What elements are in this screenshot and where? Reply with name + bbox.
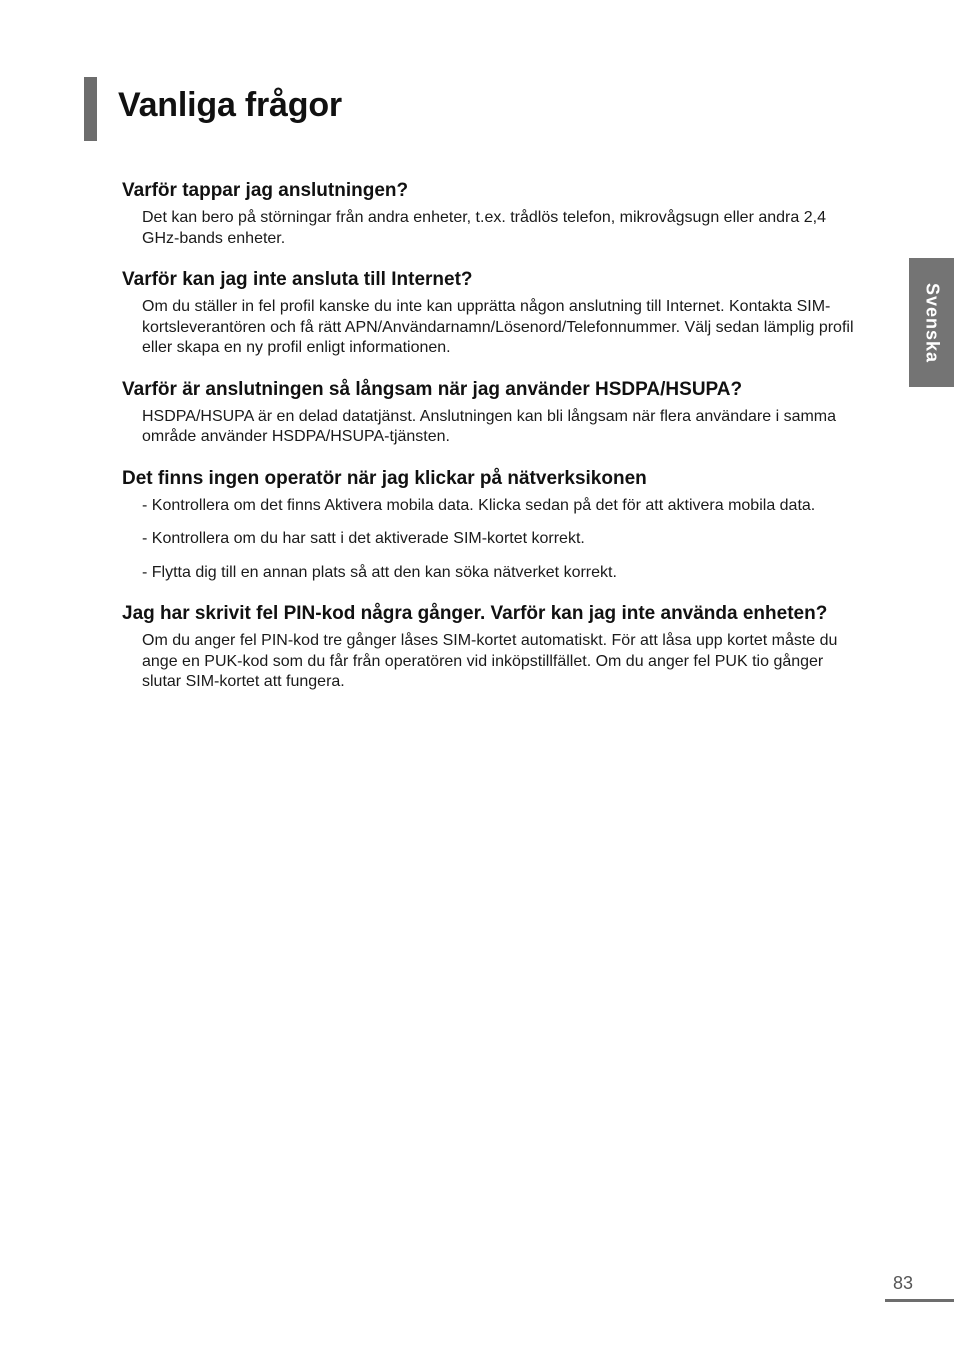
faq-list — [122, 179, 864, 712]
faq-answer: Det kan bero på störningar från andra enheter, t.ex. trådlös telefon, mikrovågsugn eller andra 2,4 GHz-bands enheter. — [142, 209, 826, 247]
faq-item — [122, 467, 864, 584]
page-number-rule — [885, 1299, 954, 1302]
page-title: Vanliga frågor — [118, 86, 342, 124]
faq-item — [122, 602, 864, 693]
faq-item — [122, 268, 864, 359]
faq-question: Varför kan jag inte ansluta till Internet? — [122, 269, 473, 290]
title-accent-bar — [84, 77, 97, 141]
faq-question: Varför tappar jag anslutningen? — [122, 180, 409, 201]
faq-bullet-item: - Flytta dig till en annan plats så att den kan söka nätverket korrekt. — [142, 563, 617, 581]
faq-answer: Om du ställer in fel profil kanske du inte kan upprätta någon anslutning till Internet. Kontakta SIM-kortsleverantören och få rätt APN/Användarnamn/Lösenord/Telefonnummer. Välj sedan lämplig profil eller skapa en ny profil enligt informationen. — [142, 298, 854, 356]
language-side-tab — [909, 258, 954, 387]
faq-bullet-list — [142, 496, 864, 584]
language-side-tab-label: Svenska — [922, 282, 942, 363]
faq-bullet-item: - Kontrollera om du har satt i det aktiverade SIM-kortet korrekt. — [142, 530, 585, 547]
faq-question: Det finns ingen operatör när jag klickar på nätverksikonen — [122, 467, 647, 489]
faq-item — [122, 378, 864, 448]
faq-question: Jag har skrivit fel PIN-kod några gånger. Varför kan jag inte använda enheten? — [122, 603, 828, 624]
faq-item — [122, 179, 864, 249]
faq-answer: Om du anger fel PIN-kod tre gånger låses SIM-kortet automatiskt. För att låsa upp kortet måste du ange en PUK-kod som du får från operatören vid inköpstillfället. Om du anger fel PUK tio gånger slutar SIM-kortet att fungera. — [142, 632, 838, 690]
page-number: 83 — [893, 1273, 914, 1293]
faq-bullet-item: - Kontrollera om det finns Aktivera mobila data. Klicka sedan på det för att aktivera mobila data. — [142, 496, 816, 514]
faq-answer: HSDPA/HSUPA är en delad datatjänst. Anslutningen kan bli långsam när flera användare i samma område använder HSDPA/HSUPA-tjänsten. — [142, 407, 837, 445]
faq-question: Varför är anslutningen så långsam när jag använder HSDPA/HSUPA? — [122, 378, 743, 400]
